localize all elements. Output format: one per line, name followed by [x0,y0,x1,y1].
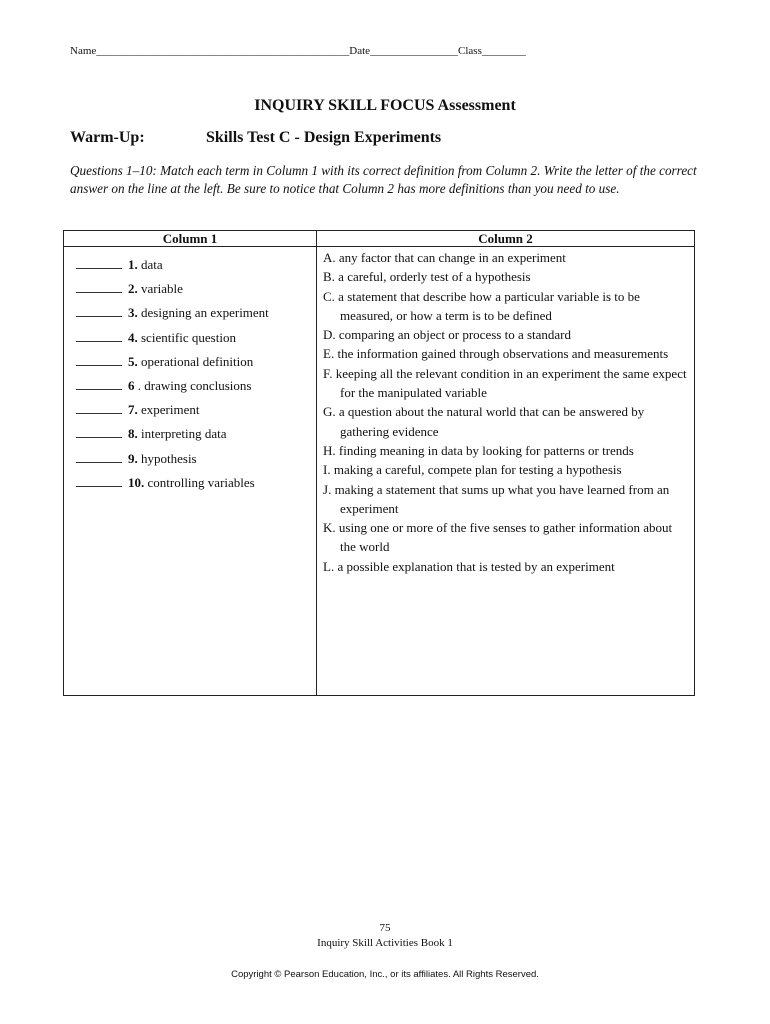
term-item [76,280,269,304]
term-text: experiment [141,402,200,418]
definition-text: . a question about the natural world that can be answered by gathering evidence [332,404,645,439]
term-text: designing an experiment [141,305,269,321]
term-item [76,377,269,401]
term-number: 1. [128,257,138,272]
definitions-list [323,248,691,576]
answer-blank[interactable] [76,281,122,293]
answer-blank[interactable] [76,475,122,487]
term-text: variable [141,281,183,297]
term-item [76,329,269,353]
answer-blank[interactable] [76,426,122,438]
term-number: 3. [128,305,138,321]
term-item [76,401,269,425]
term-number: 4. [128,329,138,345]
definition-item [323,325,691,344]
answer-blank[interactable] [76,330,122,342]
definition-text: . the information gained through observations and measurements [330,346,669,362]
definition-text: . making a careful, compete plan for testing a hypothesis [327,462,622,478]
column-divider [316,231,317,695]
definition-letter: H [323,442,333,458]
definition-item [323,518,691,557]
page-number: 75 [379,922,391,934]
term-text: hypothesis [141,450,197,466]
definition-item [323,441,691,460]
column1-header: Column 1 [162,231,218,246]
definition-letter: B [323,269,332,285]
definition-letter: A [323,250,333,265]
term-text: data [141,257,163,272]
definition-text: . a statement that describe how a particular variable is to be measured, or how a term is to be defined [331,288,640,323]
definition-item [323,557,691,576]
definition-item [323,344,691,363]
answer-blank[interactable] [76,354,122,366]
definition-text: . a possible explanation that is tested by an experiment [330,558,615,574]
term-item [76,474,269,498]
terms-list [76,256,269,498]
definition-letter: I [323,462,328,478]
definition-item [323,402,691,441]
term-text: controlling variables [147,474,255,490]
term-number: 9. [128,450,138,466]
definition-letter: K [323,520,333,536]
term-number: 10. [128,474,145,490]
page-title: INQUIRY SKILL FOCUS Assessment [254,97,516,114]
definition-text: . a careful, orderly test of a hypothesis [331,269,531,285]
definition-letter: E [323,346,331,362]
definition-item [323,248,691,267]
book-title: Inquiry Skill Activities Book 1 [317,937,453,949]
definition-item [323,480,691,519]
definition-text: . using one or more of the five senses to gather information about the world [332,520,673,555]
definition-letter: G [323,404,333,420]
term-item [76,450,269,474]
definition-text: . comparing an object or process to a standard [332,327,572,343]
answer-blank[interactable] [76,305,122,317]
column2-header: Column 2 [478,231,533,246]
term-text: scientific question [141,329,236,345]
definition-item [323,287,691,326]
warmup-label: Warm-Up: [70,129,145,146]
name-date-class-fields: Name______________________________________________Date________________Class________ [70,45,526,57]
definition-text: . making a statement that sums up what you have learned from an experiment [328,481,670,516]
term-item [76,425,269,449]
copyright-notice: Copyright © Pearson Education, Inc., or its affiliates. All Rights Reserved. [231,969,539,980]
term-item [76,256,269,280]
term-number: 8. [128,426,138,442]
answer-blank[interactable] [76,451,122,463]
definition-item [323,267,691,286]
definition-text: . keeping all the relevant condition in an experiment the same expect for the manipulated variable [329,365,687,401]
answer-blank[interactable] [76,257,122,269]
term-text: operational definition [141,353,254,369]
instructions: Questions 1–10: Match each term in Column 1 with its correct definition from Column 2. Write the letter of the correct answer on the line at the left. Be sure to notice that Column 2 has more definitions than you need to use. [70,163,697,196]
term-number: 2. [128,281,138,297]
term-number: 5. [128,353,138,369]
term-number: 7. [128,402,138,418]
definition-letter: F [323,365,330,381]
definition-letter: D [323,327,333,343]
term-item [76,304,269,328]
definition-letter: L [323,558,331,574]
term-text: interpreting data [141,426,227,442]
answer-blank[interactable] [76,402,122,414]
definition-letter: J [323,481,329,497]
term-number: 6 [128,377,135,393]
definition-item [323,364,691,403]
definition-letter: C [323,288,332,304]
term-item [76,353,269,377]
answer-blank[interactable] [76,378,122,390]
definition-text: . any factor that can change in an experiment [332,250,566,265]
page-subtitle: Skills Test C - Design Experiments [206,129,442,146]
definition-text: . finding meaning in data by looking for patterns or trends [332,442,634,458]
matching-table [63,230,695,696]
definition-item [323,460,691,479]
header-divider [64,246,694,247]
term-text: . drawing conclusions [137,377,252,393]
